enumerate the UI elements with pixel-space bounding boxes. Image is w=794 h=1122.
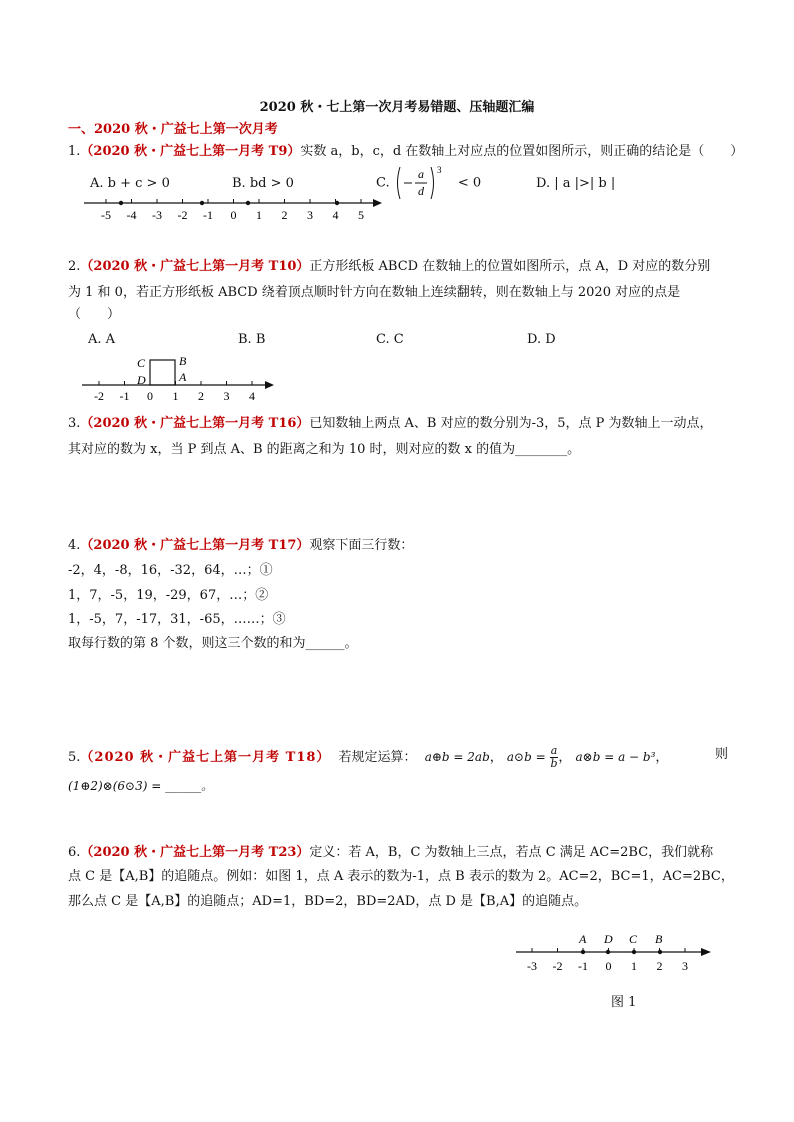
q2-option-d: D. D bbox=[527, 332, 556, 347]
q6-line3: 那么点 C 是【A,B】的追随点；AD=1，BD=2，BD=2AD，点 D 是【B,A】的追随点。 bbox=[68, 894, 588, 909]
q1-text: 实数 a，b，c，d 在数轴上对应点的位置如图所示，则正确的结论是（ ） bbox=[300, 144, 744, 159]
question-4 bbox=[68, 536, 413, 556]
q4-row-2: 1，7，-5，19，-29，67，…；② bbox=[68, 588, 269, 603]
q6-number-line bbox=[512, 928, 722, 976]
q1-tick-label: 1 bbox=[256, 208, 262, 222]
question-6 bbox=[68, 843, 713, 863]
q2-square bbox=[150, 360, 175, 385]
q4-question: 取每行数的第 8 个数，则这三个数的和为______。 bbox=[68, 636, 358, 651]
q4-number: 4. bbox=[68, 538, 81, 553]
q2-tick-label: -2 bbox=[94, 389, 104, 403]
q6-tick-label: 0 bbox=[605, 959, 612, 973]
document-title: 2020 秋・七上第一次月考易错题、压轴题汇编 bbox=[259, 100, 535, 115]
q2-line2: 为 1 和 0，若正方形纸板 ABCD 绕着顶点顺时针方向在数轴上连续翻转，则在数轴上与 2020 对应的点是 bbox=[68, 285, 681, 300]
q1-option-c-prefix: C. bbox=[376, 175, 390, 191]
q2-tick-label: 1 bbox=[172, 389, 179, 403]
q1-tick-label: -5 bbox=[101, 208, 111, 222]
q6-number: 6. bbox=[68, 845, 81, 860]
q5-op2-fraction bbox=[550, 745, 559, 770]
q6-point-d bbox=[606, 950, 610, 954]
q4-intro: 观察下面三行数： bbox=[309, 538, 414, 553]
q1-tick-label: 5 bbox=[358, 208, 364, 222]
q2-tag: （2020 秋・广益七上第一月考 T10） bbox=[80, 259, 310, 274]
q2-axis-arrow bbox=[265, 381, 274, 389]
q2-line1: 正方形纸板 ABCD 在数轴上的位置如图所示，点 A，D 对应的数分别 bbox=[309, 259, 711, 274]
q1-tick-label: 0 bbox=[230, 208, 237, 222]
question-5: 5.（2020 秋・广益七上第一月考 T18） 若规定运算： a⊕b = 2ab， a⊙b = $\frac{a}{b}$ ， a⊗b = a − b³， 则 bbox=[68, 744, 728, 770]
q5-op2-num: a bbox=[550, 744, 558, 757]
q1-option-a: A. b + c > 0 bbox=[90, 176, 170, 191]
q3-line2: 其对应的数为 x，当 P 到点 A、B 的距离之和为 10 时，则对应的数 x 的值为________。 bbox=[68, 442, 581, 457]
q6-point-b bbox=[658, 950, 662, 954]
q2-option-c: C. C bbox=[376, 332, 404, 347]
q2-label-d: D bbox=[137, 373, 146, 387]
q6-point-c bbox=[632, 950, 636, 954]
q6-tick-label: -1 bbox=[578, 959, 588, 973]
q2-line3: （ ） bbox=[68, 307, 121, 322]
q1-tick-label: -3 bbox=[152, 208, 162, 222]
q6-line1: 定义：若 A，B，C 为数轴上三点，若点 C 满足 AC=2BC，我们就称 bbox=[309, 845, 714, 860]
q6-tick-label: 3 bbox=[682, 959, 688, 973]
q6-label-b: B bbox=[655, 932, 663, 946]
q1-tick-label: -2 bbox=[177, 208, 188, 222]
q4-row-1: -2，4，-8，16，-32，64，…；① bbox=[68, 563, 273, 578]
q6-tick-label: 1 bbox=[631, 959, 637, 973]
q6-line2: 点 C 是【A,B】的追随点。例如：如图 1，点 A 表示的数为-1，点 B 表示的数为 2。AC=2，BC=1，AC=2BC， bbox=[68, 869, 734, 884]
q5-number: 5. bbox=[68, 750, 81, 765]
q6-axis-arrow bbox=[701, 948, 711, 956]
q2-tick-label: 2 bbox=[198, 389, 204, 403]
q2-label-a: A bbox=[179, 370, 187, 384]
q5-line2: (1⊕2)⊗(6⊙3) = ______。 bbox=[68, 779, 214, 793]
q1-frac-den: d bbox=[417, 184, 424, 198]
q2-option-b: B. B bbox=[238, 332, 266, 347]
q2-label-b: B bbox=[179, 354, 187, 368]
q5-op3: a⊗b = a − b³ bbox=[575, 750, 656, 764]
q6-point-a bbox=[581, 950, 585, 954]
q2-number: 2. bbox=[68, 259, 81, 274]
q3-number: 3. bbox=[68, 416, 81, 431]
q6-tick-label: -2 bbox=[552, 959, 563, 973]
q1-point-a bbox=[119, 201, 123, 205]
q2-tick-label: 0 bbox=[147, 389, 153, 403]
q5-op2-left: a⊙b = bbox=[506, 750, 546, 764]
q4-row-3: 1，-5，7，-17，31，-65，……；③ bbox=[68, 612, 286, 627]
question-3 bbox=[68, 414, 713, 434]
q5-op2-den: b bbox=[550, 757, 558, 770]
q1-point-d bbox=[335, 201, 339, 205]
q1-tag: （2020 秋・广益七上第一月考 T9） bbox=[80, 144, 301, 159]
q6-label-a: A bbox=[579, 932, 587, 946]
q1-tick-label: 4 bbox=[332, 208, 339, 222]
q5-lead: 若规定运算： bbox=[338, 750, 417, 765]
q1-point-b bbox=[200, 201, 204, 205]
q6-tag: （2020 秋・广益七上第一月考 T23） bbox=[80, 845, 310, 860]
q1-number-line bbox=[80, 196, 400, 226]
q6-tick-label: 2 bbox=[656, 959, 663, 973]
section-heading: 一、2020 秋・广益七上第一次月考 bbox=[68, 122, 278, 137]
q6-figure-caption: 图 1 bbox=[611, 995, 637, 1010]
q1-number: 1. bbox=[68, 144, 81, 159]
q5-tail: 则 bbox=[714, 747, 728, 762]
q1-frac-num: a bbox=[417, 167, 424, 181]
q5-tag: （2020 秋・广益七上第一月考 T18） bbox=[80, 750, 331, 765]
q1-exponent: 3 bbox=[436, 165, 442, 175]
q1-tick-label: 2 bbox=[281, 208, 288, 222]
q1-tick-label: -1 bbox=[203, 208, 213, 222]
q2-option-a: A. A bbox=[88, 332, 116, 347]
q2-tick-label: -1 bbox=[119, 389, 130, 403]
q1-tick-label: 3 bbox=[307, 208, 313, 222]
q6-label-d: D bbox=[604, 932, 613, 946]
q6-tick-label: -3 bbox=[527, 959, 537, 973]
q2-number-line bbox=[78, 350, 288, 406]
q4-tag: （2020 秋・广益七上第一月考 T17） bbox=[80, 538, 310, 553]
q1-option-c-formula bbox=[394, 163, 454, 203]
question-2 bbox=[68, 257, 710, 277]
q3-line1: 已知数轴上两点 A、B 对应的数分别为-3，5，点 P 为数轴上一动点， bbox=[309, 416, 713, 431]
q1-point-c bbox=[246, 201, 250, 205]
q1-tick-label: -4 bbox=[126, 208, 137, 222]
q6-label-c: C bbox=[629, 932, 638, 946]
q1-option-c-tail: < 0 bbox=[457, 175, 482, 191]
q2-tick-label: 4 bbox=[249, 389, 255, 403]
q2-tick-label: 3 bbox=[223, 389, 230, 403]
q5-op1: a⊕b = 2ab bbox=[424, 750, 490, 764]
q3-tag: （2020 秋・广益七上第一月考 T16） bbox=[80, 416, 310, 431]
q2-label-c: C bbox=[137, 356, 146, 370]
q1-option-d: D. | a |>| b | bbox=[536, 176, 616, 191]
q1-axis-arrow bbox=[373, 199, 382, 207]
q1-option-b: B. bd > 0 bbox=[232, 176, 294, 191]
question-1 bbox=[68, 142, 743, 162]
